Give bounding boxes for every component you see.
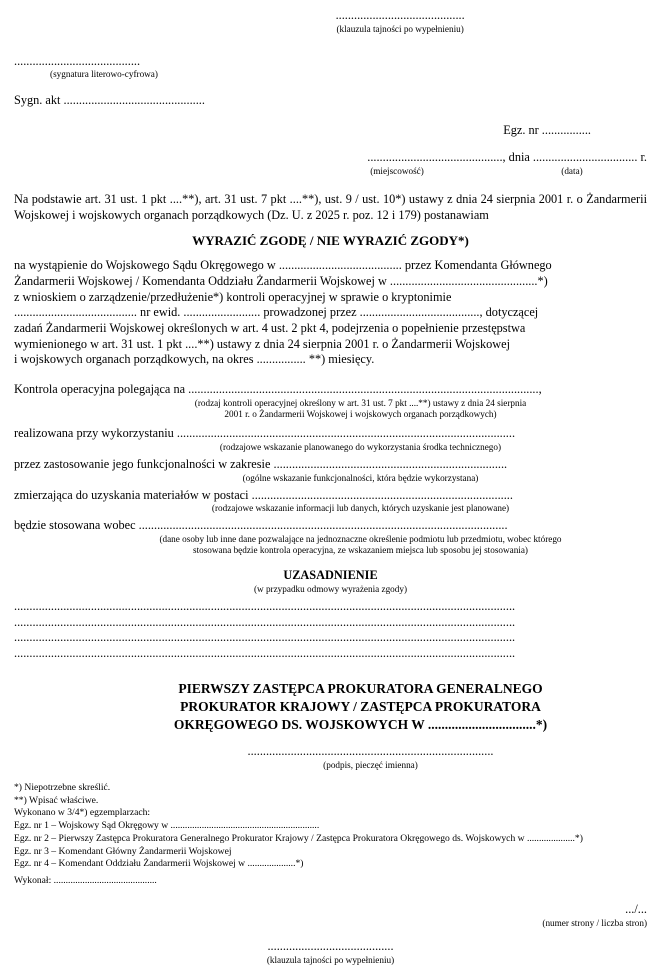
secrecy-clause-bottom [14,939,647,967]
control-item-5-caption-line-1: (dane osoby lub inne dane pozwalające na jednoznaczne określenie podmiotu lub przedmiotu, wobec którego [159,534,562,545]
justification-subtitle: (w przypadku odmowy wyrażenia zgody) [253,583,408,594]
control-item-3-caption: (ogólne wskazanie funkcjonalności, która będzie wykorzystana) [242,472,479,483]
legal-basis-paragraph: Na podstawie art. 31 ust. 1 pkt ....**), art. 31 ust. 7 pkt ....**), ust. 9 / ust. 10*) ustawy z dnia 24 sierpnia 2001 r. o Żandarmerii Wojskowej i wojskowych organach porządkowych (Dz. U. z 2025 r. poz. 12 i 179) postanawiam [14,191,647,222]
secrecy-clause-top-dots: .......................................... [335,8,465,22]
case-signature-block [14,54,647,82]
control-item-2-caption: (rodzajowe wskazanie planowanego do wykorzystania środka technicznego) [219,441,502,452]
secrecy-clause-bottom-dots: ......................................... [267,939,394,954]
control-item-5: będzie stosowana wobec ........................................................................................................................ [14,518,508,533]
copy-line-3: Egz. nr 3 – Komendant Główny Żandarmerii Wojskowej [14,845,232,857]
justification-line-4: ................................................................................................................................................................... [14,646,516,661]
justification-line-2: ................................................................................................................................................................... [14,614,516,629]
decision-line-6: wymienionego w art. 31 ust. 1 pkt ....**) ustawy z dnia 24 sierpnia 2001 r. o Żandarmerii Wojskowej [14,336,511,351]
control-item-4: zmierzająca do uzyskania materiałów w postaci ..................................................................................... [14,487,513,502]
secrecy-clause-bottom-caption: (klauzula tajności po wypełnieniu) [266,955,395,966]
page-numbering-caption: (numer strony / liczba stron) [542,917,647,928]
signatory-line-3: OKRĘGOWEGO DS. WOJSKOWYCH W ................................*) [173,717,548,733]
copy-line-1: Egz. nr 1 – Wojskowy Sąd Okręgowy w .............................................................. [14,820,320,832]
justification-block [14,568,647,662]
signatory-block [14,680,647,772]
secrecy-clause-top-caption: (klauzula tajności po wypełnieniu) [336,23,464,34]
case-signature-caption: (sygnatura literowo-cyfrowa) [50,69,158,80]
case-signature-dots: ......................................... [14,53,141,68]
signature-dots: ................................................................................ [247,744,494,759]
copy-line-2: Egz. nr 2 – Pierwszy Zastępca Prokuratora Generalnego Prokurator Krajowy / Zastępca Prokuratora Okręgowego ds. Wojskowych w ....................*) [14,832,583,844]
control-item-3: przez zastosowanie jego funkcjonalności w zakresie ............................................................................ [14,456,508,471]
signatory-line-1: PIERWSZY ZASTĘPCA PROKURATORA GENERALNEGO [178,680,543,696]
decision-body [14,258,647,368]
place-caption: (miejscowość) [370,166,424,177]
control-item-5-caption-line-2: stosowana będzie kontrola operacyjna, ze wskazaniem miejsca lub sposobu jej stosowania) [193,545,528,556]
decision-line-4: ........................................ nr ewid. ......................... prowadzonej przez ......................................., dotyczącej [14,305,539,320]
page-numbering: .../... [625,901,647,916]
place-date-captions [14,166,647,178]
place-date-block [14,150,647,178]
control-item-1: Kontrola operacyjna polegająca na .................................................................................................................., [14,382,542,397]
signature-caption: (podpis, pieczęć imienna) [323,760,418,771]
decision-line-3: z wnioskiem o zarządzenie/przedłużenie*) kontroli operacyjnej w sprawie o kryptonimie [14,289,452,304]
page-numbering-block [14,902,647,930]
decision-title: WYRAZIĆ ZGODĘ / NIE WYRAZIĆ ZGODY*) [192,233,469,249]
control-item-1-caption-line-1: (rodzaj kontroli operacyjnej określony w art. 31 ust. 7 pkt ....**) ustawy z dnia 24 sierpnia [194,397,527,408]
decision-line-5: zadań Żandarmerii Wojskowej określonych w art. 4 ust. 2 pkt 4, podejrzenia o popełnienie przestępstwa [14,321,526,335]
control-item-1-caption-line-2: 2001 r. o Żandarmerii Wojskowej i wojskowych organach porządkowych) [224,408,497,419]
secrecy-clause-top [14,8,647,36]
footnote-2: **) Wpisać właściwe. [14,794,99,806]
justification-line-3: ................................................................................................................................................................... [14,630,516,645]
justification-title: UZASADNIENIE [283,568,378,583]
signatory-line-2: PROKURATOR KRAJOWY / ZASTĘPCA PROKURATORA [180,699,541,715]
case-number: Sygn. akt .............................................. [14,93,205,107]
control-item-2: realizowana przy wykorzystaniu .............................................................................................................. [14,426,516,440]
executed-by: Wykonał: ........................................... [14,875,157,887]
copy-line-4: Egz. nr 4 – Komendant Oddziału Żandarmerii Wojskowej w ....................*) [14,858,304,870]
copy-number: Egz. nr ................ [503,122,591,137]
justification-line-1: ................................................................................................................................................................... [14,598,516,613]
footnote-1: *) Niepotrzebne skreślić. [14,781,111,793]
control-item-4-caption: (rodzajowe wskazanie informacji lub danych, których uzyskanie jest planowane) [211,503,510,514]
place-date-line: ............................................, dnia .................................. r. [367,150,647,165]
control-block [14,382,647,556]
copies-made-label: Wykonano w 3/4*) egzemplarzach: [14,807,151,819]
decision-line-2: Żandarmerii Wojskowej / Komendanta Oddziału Żandarmerii Wojskowej w ................................................*) [14,273,548,288]
decision-line-1: na wystąpienie do Wojskowego Sądu Okręgowego w ........................................ przez Komendanta Głównego [14,258,552,273]
decision-line-7: i wojskowych organach porządkowych, na okres ................ **) miesięcy. [14,352,375,367]
footnotes-block [14,782,647,888]
date-caption: (data) [561,166,583,177]
